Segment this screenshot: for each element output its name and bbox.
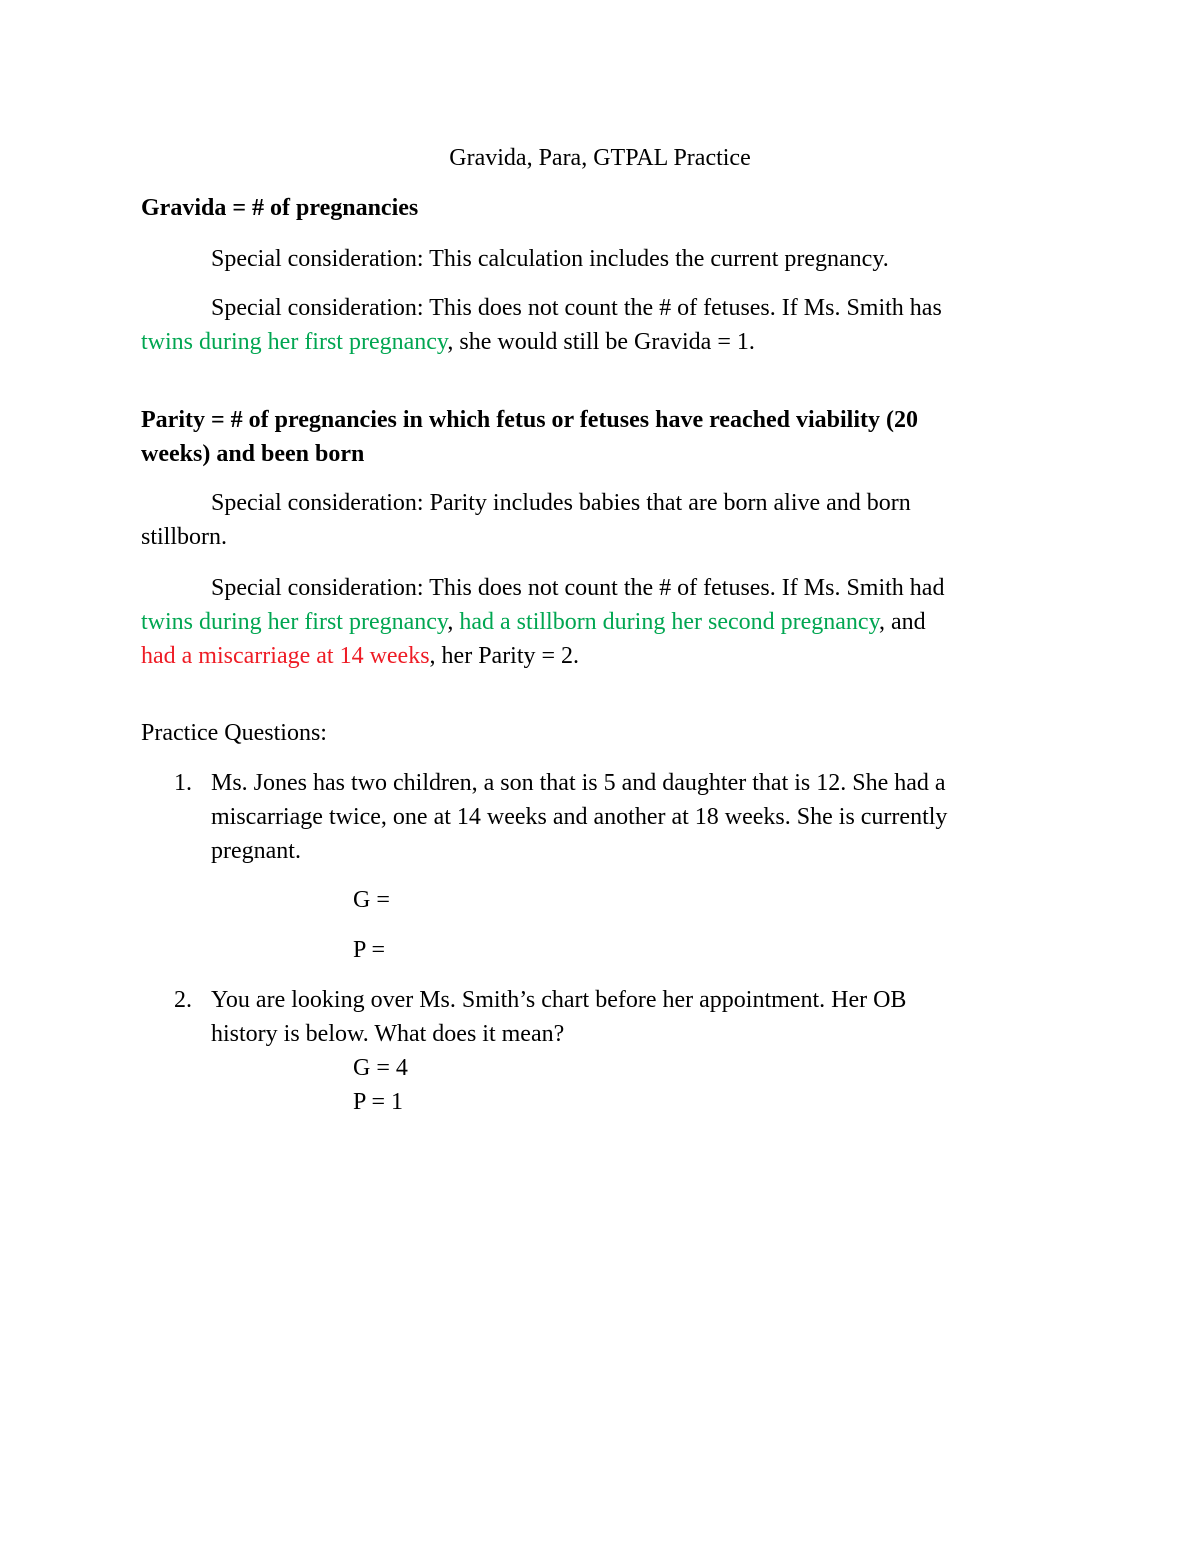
question-1-gravida-answer: G = xyxy=(353,887,390,913)
question-2-number: 2. xyxy=(174,987,192,1013)
highlight-twins: twins during her first pregnancy xyxy=(141,329,448,355)
highlight-twins: twins during her first pregnancy xyxy=(141,609,448,635)
question-1-line3: pregnant. xyxy=(211,838,301,864)
parity-consideration-1-line1: Special consideration: Parity includes babies that are born alive and born xyxy=(211,490,911,516)
question-1-line1: Ms. Jones has two children, a son that is 5 and daughter that is 12. She had a xyxy=(211,770,946,796)
highlight-stillborn: had a stillborn during her second pregnancy xyxy=(459,609,880,635)
parity-consideration-2-line1: Special consideration: This does not count the # of fetuses. If Ms. Smith had xyxy=(211,575,945,601)
parity-consideration-2-line3 xyxy=(141,639,579,673)
question-1-number: 1. xyxy=(174,770,192,796)
separator-text: , and xyxy=(879,609,926,635)
gravida-heading: Gravida = # of pregnancies xyxy=(141,195,419,221)
gravida-consideration-2-rest: , she would still be Gravida = 1. xyxy=(447,329,755,355)
practice-heading: Practice Questions: xyxy=(141,720,327,746)
question-2-line2: history is below. What does it mean? xyxy=(211,1021,565,1047)
highlight-miscarriage: had a miscarriage at 14 weeks xyxy=(141,643,430,669)
question-2-parity-value: P = 1 xyxy=(353,1089,403,1115)
question-1-parity-answer: P = xyxy=(353,937,385,963)
question-1-line2: miscarriage twice, one at 14 weeks and another at 18 weeks. She is currently xyxy=(211,804,948,830)
separator-text: , xyxy=(447,609,460,635)
gravida-consideration-2-line2 xyxy=(141,325,755,359)
parity-heading-line2: weeks) and been born xyxy=(141,441,365,467)
gravida-consideration-2-line1: Special consideration: This does not count the # of fetuses. If Ms. Smith has xyxy=(211,295,942,321)
parity-consideration-2-line2 xyxy=(141,605,926,639)
question-2-gravida-value: G = 4 xyxy=(353,1055,408,1081)
gravida-consideration-1: Special consideration: This calculation includes the current pregnancy. xyxy=(211,246,889,272)
page-title: Gravida, Para, GTPAL Practice xyxy=(449,145,751,171)
parity-consideration-1-line2: stillborn. xyxy=(141,524,228,550)
question-2-line1: You are looking over Ms. Smith’s chart before her appointment. Her OB xyxy=(211,987,907,1013)
parity-consideration-2-rest: , her Parity = 2. xyxy=(429,643,580,669)
parity-heading-line1: Parity = # of pregnancies in which fetus or fetuses have reached viability (20 xyxy=(141,407,918,433)
